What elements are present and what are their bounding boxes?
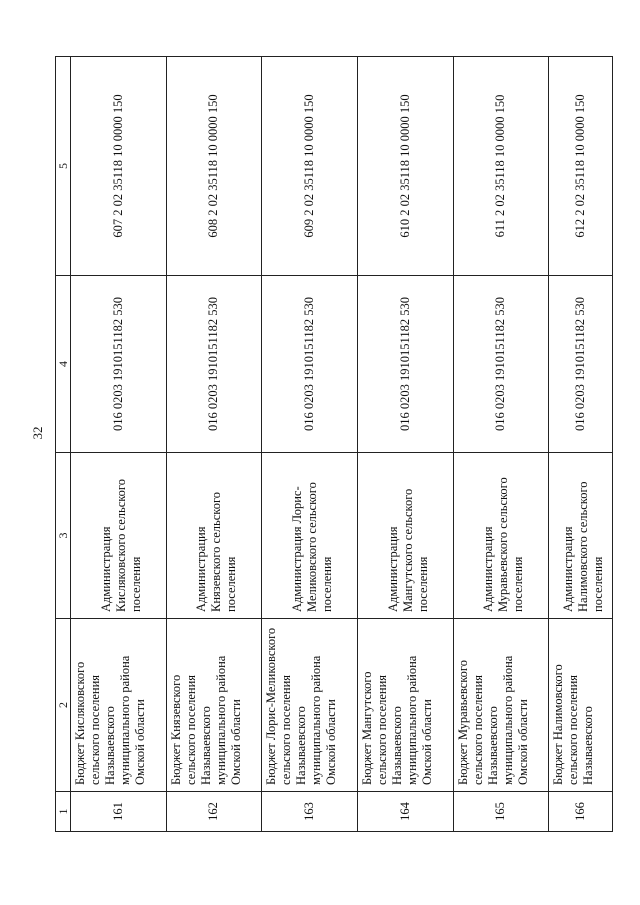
row-number: 165 — [453, 792, 549, 832]
row-number: 164 — [357, 792, 453, 832]
budget-name: Бюджет Князевского сельского поселения Называевского муниципального района Омской области — [166, 619, 262, 792]
kbk-admin-code: 016 0203 1910151182 530 — [71, 276, 167, 453]
table-row — [357, 57, 453, 832]
column-header-2: 2 — [56, 619, 71, 792]
table-row — [71, 57, 167, 832]
administrator-name: Администрация Кисляковского сельского поселения — [71, 453, 167, 619]
budget-name: Бюджет Лорис-Меликовского сельского поселения Называевского муниципального района Омской области — [262, 619, 358, 792]
administrator-name: Администрация Лорис-Меликовского сельского поселения — [262, 453, 358, 619]
column-header-1: 1 — [56, 792, 71, 832]
row-number: 166 — [549, 792, 613, 832]
budget-table — [55, 56, 613, 832]
kbk-admin-code: 016 0203 1910151182 530 — [549, 276, 613, 453]
table-row — [453, 57, 549, 832]
column-header-3: 3 — [56, 453, 71, 619]
table-rotation-wrapper — [55, 57, 613, 832]
kbk-budget-code: 609 2 02 35118 10 0000 150 — [262, 57, 358, 276]
administrator-name: Администрация Мангутского сельского поселения — [357, 453, 453, 619]
column-header-4: 4 — [56, 276, 71, 453]
kbk-admin-code: 016 0203 1910151182 530 — [357, 276, 453, 453]
budget-name: Бюджет Кисляковского сельского поселения Называевского муниципального района Омской области — [71, 619, 167, 792]
table-row — [549, 57, 613, 832]
row-number: 162 — [166, 792, 262, 832]
budget-name: Бюджет Муравьевского сельского поселения Называевского муниципального района Омской области — [453, 619, 549, 792]
row-number: 161 — [71, 792, 167, 832]
table-row — [166, 57, 262, 832]
document-table — [55, 57, 613, 832]
kbk-budget-code: 608 2 02 35118 10 0000 150 — [166, 57, 262, 276]
page-number: 32 — [30, 426, 45, 440]
kbk-budget-code: 607 2 02 35118 10 0000 150 — [71, 57, 167, 276]
kbk-admin-code: 016 0203 1910151182 530 — [166, 276, 262, 453]
kbk-admin-code: 016 0203 1910151182 530 — [262, 276, 358, 453]
kbk-budget-code: 611 2 02 35118 10 0000 150 — [453, 57, 549, 276]
budget-name: Бюджет Мангутского сельского поселения Называевского муниципального района Омской области — [357, 619, 453, 792]
budget-name: Бюджет Налимовского сельского поселения Называевского — [549, 619, 613, 792]
administrator-name: Администрация Князевского сельского поселения — [166, 453, 262, 619]
administrator-name: Администрация Налимовского сельского поселения — [549, 453, 613, 619]
table-row — [262, 57, 358, 832]
column-header-5: 5 — [56, 57, 71, 276]
header-row — [56, 57, 71, 832]
kbk-budget-code: 612 2 02 35118 10 0000 150 — [549, 57, 613, 276]
administrator-name: Администрация Муравьевского сельского поселения — [453, 453, 549, 619]
kbk-budget-code: 610 2 02 35118 10 0000 150 — [357, 57, 453, 276]
row-number: 163 — [262, 792, 358, 832]
kbk-admin-code: 016 0203 1910151182 530 — [453, 276, 549, 453]
